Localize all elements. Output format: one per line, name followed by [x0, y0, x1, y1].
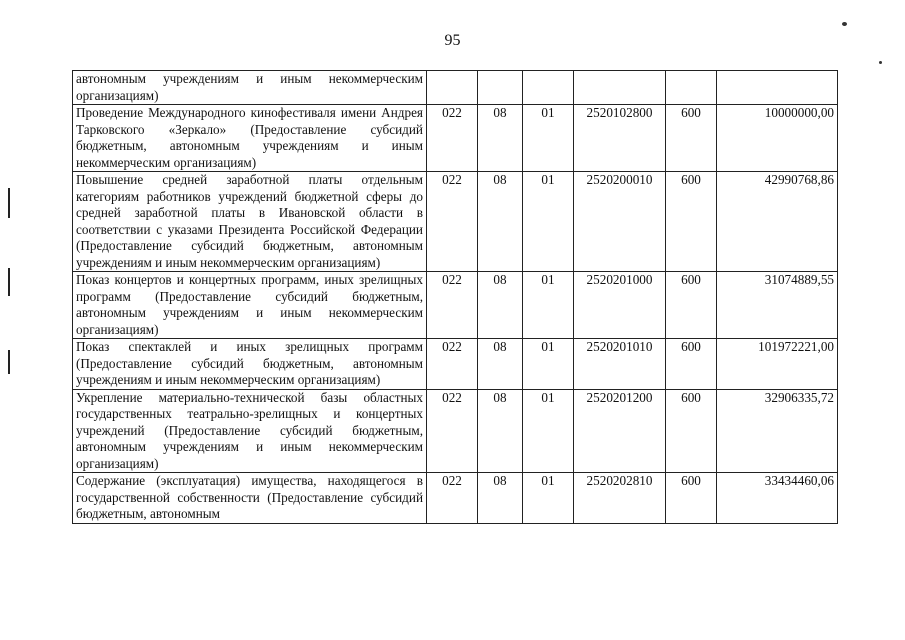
row-section-code: 08: [478, 389, 523, 473]
row-subsection-code: 01: [523, 172, 574, 272]
row-description: Повышение средней заработной платы отдельным категориям работников учреждений бюджетной сферы до средней заработной платы в Ивановской области в соответствии с указами Президента Российской Федерации (Предоставление субсидий бюджетным, автономным учреждениям и иным некоммерческим организациям): [73, 172, 427, 272]
row-ministry-code: 022: [427, 272, 478, 339]
row-ministry-code: [427, 71, 478, 105]
row-section-code: 08: [478, 272, 523, 339]
row-description: Показ спектаклей и иных зрелищных программ (Предоставление субсидий бюджетным, автономным учреждениям и иным некоммерческим организациям): [73, 339, 427, 390]
table-row: [73, 339, 838, 390]
row-section-code: 08: [478, 105, 523, 172]
row-subsection-code: 01: [523, 339, 574, 390]
scan-mark-left: [8, 268, 10, 296]
table-row: [73, 172, 838, 272]
row-description: Проведение Международного кинофестиваля имени Андрея Тарковского «Зеркало» (Предоставление субсидий бюджетным, автономным учреждениям и иным некоммерческим организациям): [73, 105, 427, 172]
row-ministry-code: 022: [427, 473, 478, 524]
row-ministry-code: 022: [427, 105, 478, 172]
table-row: [73, 71, 838, 105]
table-row: [73, 473, 838, 524]
row-ministry-code: 022: [427, 389, 478, 473]
row-subsection-code: [523, 71, 574, 105]
row-expense-type: 600: [666, 172, 717, 272]
page-number: 95: [444, 32, 461, 49]
row-expense-type: 600: [666, 272, 717, 339]
row-description: Показ концертов и концертных программ, иных зрелищных программ (Предоставление субсидий бюджетным, автономным учреждениям и иным некоммерческим организациям): [73, 272, 427, 339]
scan-dot: [879, 61, 882, 64]
row-subsection-code: 01: [523, 105, 574, 172]
row-subsection-code: 01: [523, 473, 574, 524]
row-section-code: 08: [478, 473, 523, 524]
row-amount: 42990768,86: [717, 172, 838, 272]
row-amount: 33434460,06: [717, 473, 838, 524]
row-target-article: 2520201000: [574, 272, 666, 339]
row-amount: 101972221,00: [717, 339, 838, 390]
table-row: [73, 272, 838, 339]
row-ministry-code: 022: [427, 172, 478, 272]
row-target-article: 2520202810: [574, 473, 666, 524]
scan-mark-left: [8, 188, 10, 218]
row-subsection-code: 01: [523, 389, 574, 473]
row-target-article: 2520201010: [574, 339, 666, 390]
row-target-article: 2520201200: [574, 389, 666, 473]
scan-mark-left: [8, 350, 10, 374]
row-target-article: [574, 71, 666, 105]
table-row: [73, 389, 838, 473]
row-description: автономным учреждениям и иным некоммерческим организациям): [73, 71, 427, 105]
row-description: Укрепление материально-технической базы областных государственных театрально-зрелищных и концертных учреждений (Предоставление субсидий бюджетным, автономным учреждениям и иным некоммерческим организациям): [73, 389, 427, 473]
row-target-article: 2520200010: [574, 172, 666, 272]
row-amount: [717, 71, 838, 105]
row-amount: 32906335,72: [717, 389, 838, 473]
scan-dot: [842, 22, 847, 26]
row-description: Содержание (эксплуатация) имущества, находящегося в государственной собственности (Предоставление субсидий бюджетным, автономным: [73, 473, 427, 524]
row-expense-type: [666, 71, 717, 105]
table-row: [73, 105, 838, 172]
row-subsection-code: 01: [523, 272, 574, 339]
row-amount: 10000000,00: [717, 105, 838, 172]
row-expense-type: 600: [666, 105, 717, 172]
row-expense-type: 600: [666, 389, 717, 473]
row-section-code: 08: [478, 172, 523, 272]
row-section-code: 08: [478, 339, 523, 390]
row-ministry-code: 022: [427, 339, 478, 390]
table-body: [73, 71, 838, 524]
row-target-article: 2520102800: [574, 105, 666, 172]
row-section-code: [478, 71, 523, 105]
budget-table: [72, 70, 838, 524]
row-amount: 31074889,55: [717, 272, 838, 339]
row-expense-type: 600: [666, 339, 717, 390]
row-expense-type: 600: [666, 473, 717, 524]
